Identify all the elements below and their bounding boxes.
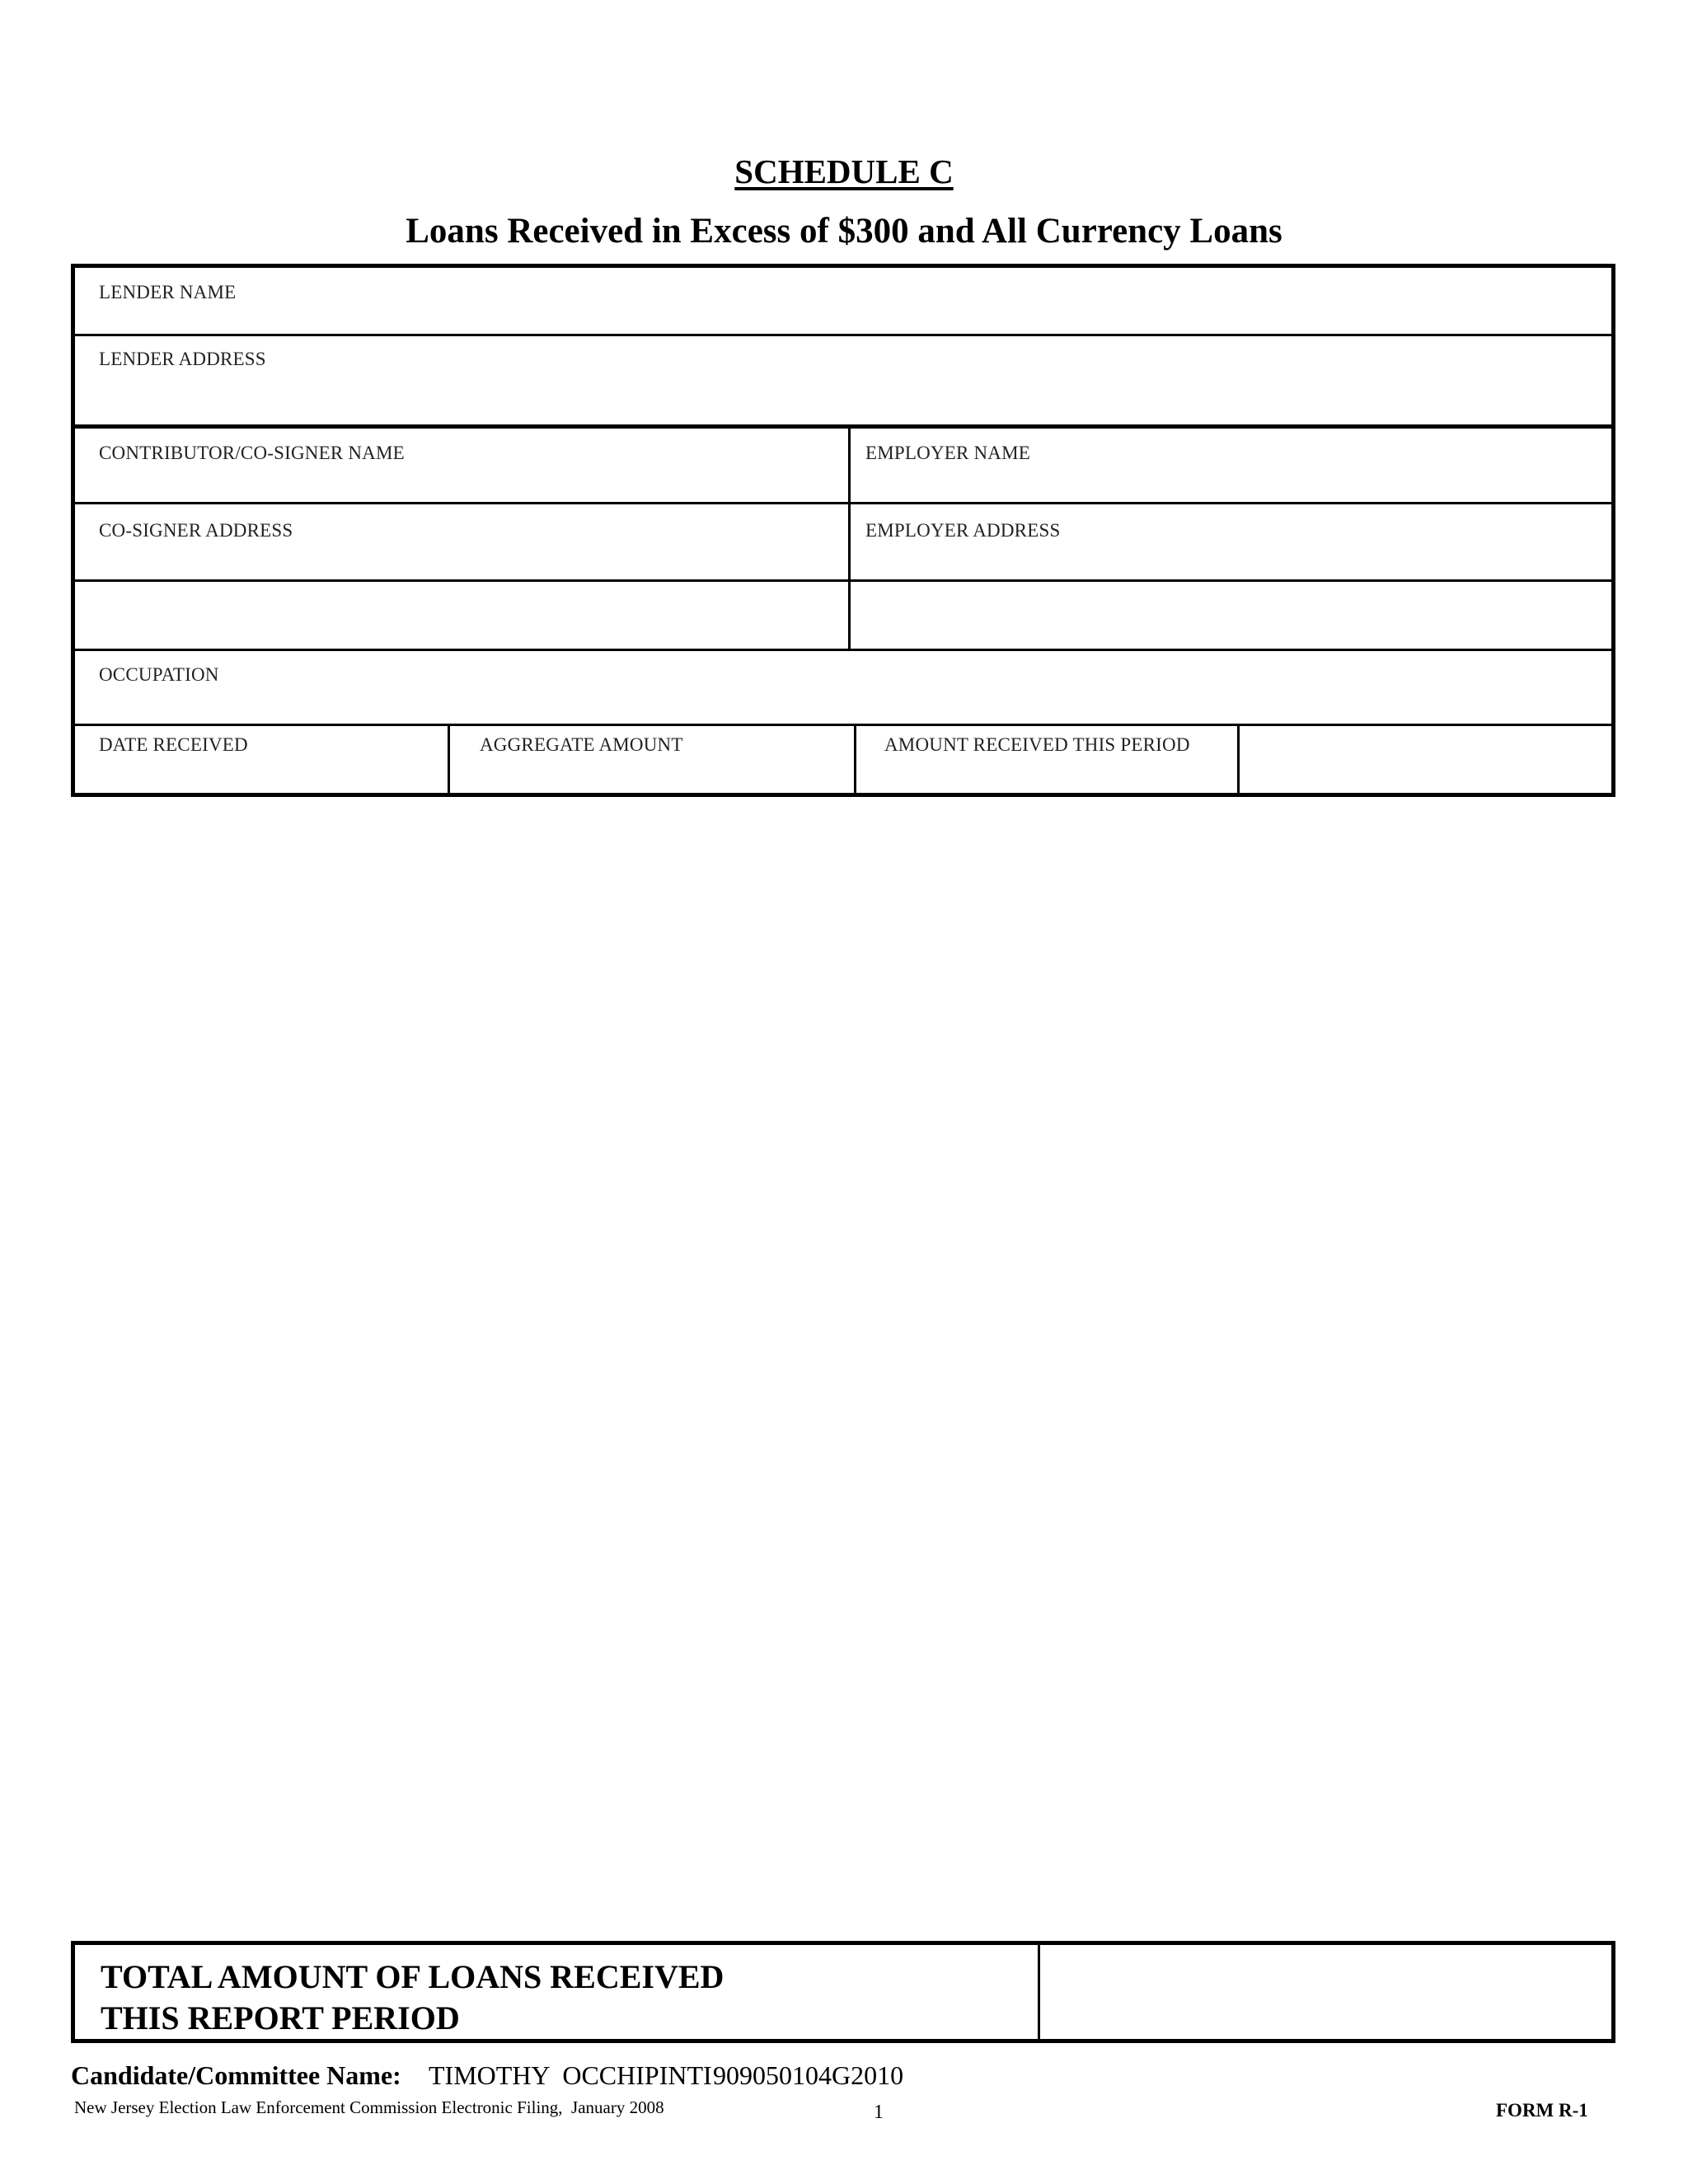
employer-name-label: EMPLOYER NAME — [865, 443, 1031, 463]
total-divider — [1038, 1945, 1040, 2039]
amount-received-this-period-label: AMOUNT RECEIVED THIS PERIOD — [884, 734, 1190, 755]
lender-address-label: LENDER ADDRESS — [99, 349, 266, 369]
divider-after-occupation — [75, 724, 1611, 726]
total-box — [71, 1941, 1615, 2043]
divider-date-aggregate — [448, 724, 450, 793]
candidate-committee-name: TIMOTHY OCCHIPINTI — [429, 2060, 712, 2090]
employer-address-label: EMPLOYER ADDRESS — [865, 520, 1061, 541]
divider-after-names — [75, 502, 1611, 504]
total-amount-value-cell — [1041, 1945, 1611, 2039]
divider-aggregate-amount — [854, 724, 856, 793]
occupation-label: OCCUPATION — [99, 664, 219, 685]
footer-agency: New Jersey Election Law Enforcement Commission Electronic Filing, January 2008 — [74, 2097, 664, 2117]
total-label-line2: THIS REPORT PERIOD — [101, 1999, 460, 2036]
divider-amount-value — [1237, 724, 1240, 793]
candidate-committee-id: 909050104G2010 — [713, 2060, 904, 2090]
contributor-cosigner-name-label: CONTRIBUTOR/CO-SIGNER NAME — [99, 443, 405, 463]
footer-form-id: FORM R-1 — [1496, 2100, 1588, 2121]
divider-after-lender-address — [75, 424, 1611, 429]
total-label — [101, 1957, 724, 2039]
cosigner-address-label: CO-SIGNER ADDRESS — [99, 520, 293, 541]
divider-names-column — [848, 429, 851, 649]
divider-after-address-line2 — [75, 649, 1611, 651]
divider-after-addresses — [75, 579, 1611, 582]
total-label-line1: TOTAL AMOUNT OF LOANS RECEIVED — [101, 1958, 724, 1995]
footer-page-number: 1 — [874, 2102, 884, 2123]
candidate-committee-label: Candidate/Committee Name: — [71, 2060, 401, 2090]
schedule-title — [0, 152, 1688, 191]
schedule-title-text: SCHEDULE C — [734, 152, 954, 190]
aggregate-amount-label: AGGREGATE AMOUNT — [480, 734, 683, 755]
date-received-label: DATE RECEIVED — [99, 734, 248, 755]
lender-name-label: LENDER NAME — [99, 282, 237, 302]
schedule-subtitle: Loans Received in Excess of $300 and All Currency Loans — [406, 212, 1282, 251]
loan-form — [71, 264, 1615, 797]
divider-after-lender-name — [75, 334, 1611, 336]
